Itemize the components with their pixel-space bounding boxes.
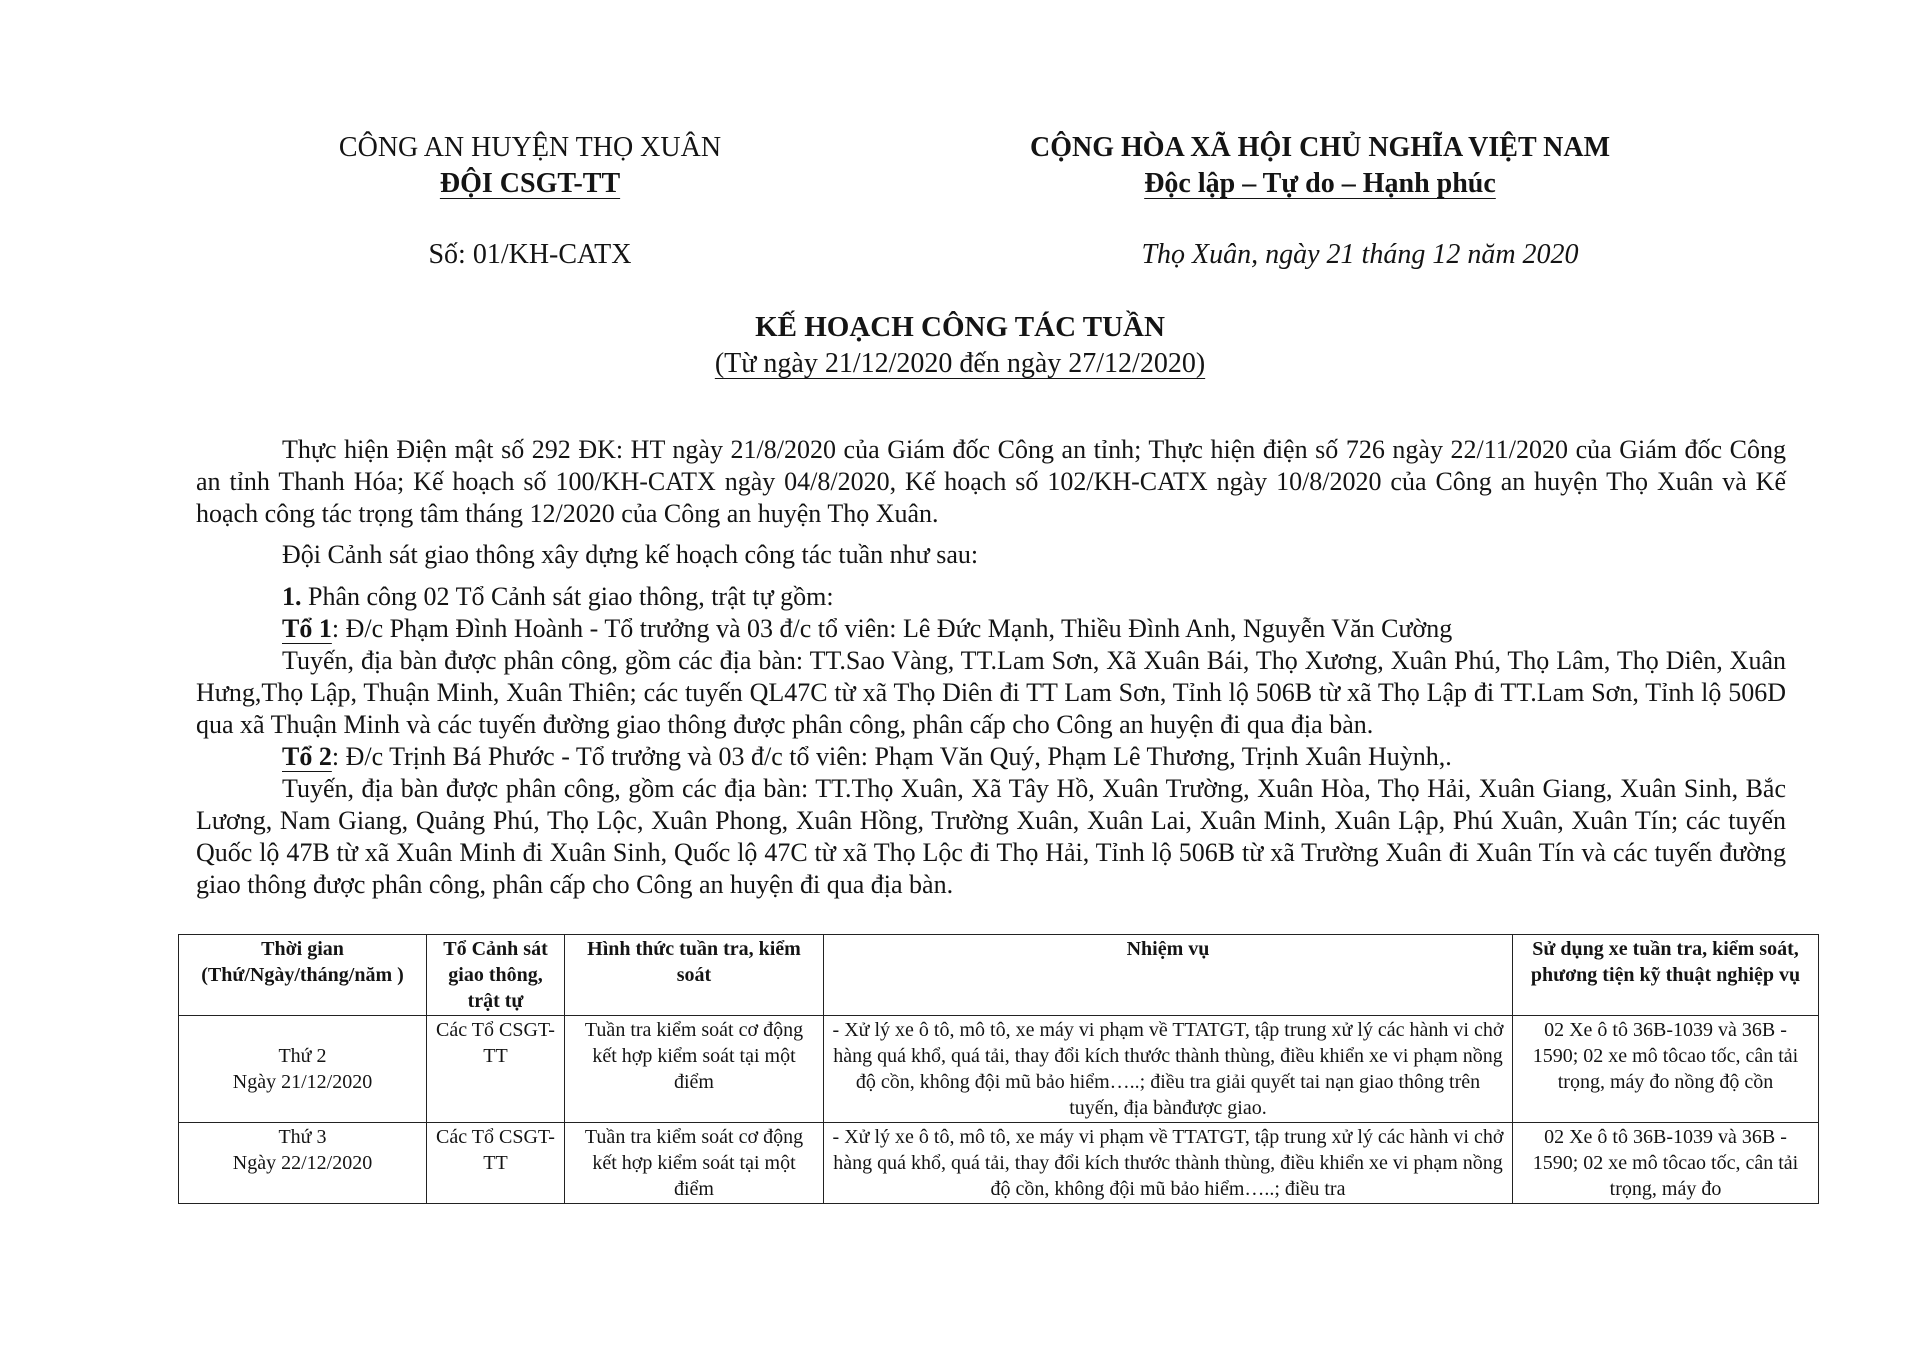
team-1-area: Tuyến, địa bàn được phân công, gồm các địa bàn: TT.Sao Vàng, TT.Lam Sơn, Xã Xuân Bái, Thọ Xương, Xuân Phú, Thọ Lâm, Thọ Diên, Xuân Hưng,Thọ Lập, Thuận Minh, Xuân Thiên; các tuyến QL47C từ xã Thọ Diên đi TT Lam Sơn, Tỉnh lộ 506B từ xã Thọ Lập đi TT.Lam Sơn, Tỉnh lộ 506D qua xã Thuận Minh và các tuyến đường giao thông được phân công, phân cấp cho Công an huyện đi qua địa bàn. bbox=[196, 646, 1786, 739]
cell-time: Thứ 2 Ngày 21/12/2020 bbox=[179, 1016, 427, 1123]
document-title-block bbox=[560, 308, 1360, 382]
cell-time: Thứ 3 Ngày 22/12/2020 bbox=[179, 1123, 427, 1204]
cell-patrol-form: Tuần tra kiểm soát cơ động kết hợp kiểm soát tại một điểm bbox=[565, 1016, 824, 1123]
place-date: Thọ Xuân, ngày 21 tháng 12 năm 2020 bbox=[1141, 239, 1579, 270]
table-row bbox=[179, 1016, 1819, 1123]
document-number: Số: 01/KH-CATX bbox=[428, 239, 632, 270]
col-header-vehicles: Sử dụng xe tuần tra, kiểm soát, phương tiện kỹ thuật nghiệp vụ bbox=[1513, 935, 1819, 1016]
national-motto: Độc lập – Tự do – Hạnh phúc bbox=[1144, 168, 1496, 199]
agency-name: CÔNG AN HUYỆN THỌ XUÂN bbox=[338, 132, 722, 163]
team-2-members: Tổ 2: Đ/c Trịnh Bá Phước - Tổ trưởng và 03 đ/c tổ viên: Phạm Văn Quý, Phạm Lê Thương, Trịnh Xuân Huỳnh,. bbox=[282, 742, 1452, 771]
col-header-task: Nhiệm vụ bbox=[824, 935, 1513, 1016]
plan-table-container bbox=[178, 934, 1819, 1204]
team-2-area: Tuyến, địa bàn được phân công, gồm các địa bàn: TT.Thọ Xuân, Xã Tây Hồ, Xuân Trường, Xuân Hòa, Thọ Hải, Xuân Giang, Xuân Sinh, Bắc Lương, Nam Giang, Quảng Phú, Thọ Lộc, Xuân Phong, Xuân Hồng, Trường Xuân, Xuân Lai, Xuân Minh, Xuân Lập, Phú Xuân, Xuân Tín; các tuyến Quốc lộ 47B từ xã Xuân Minh đi Xuân Sinh, Quốc lộ 47C từ xã Thọ Lộc đi Thọ Hải, Tỉnh lộ 506B từ xã Trường Xuân đi Xuân Tín và các tuyến đường giao thông được phân công, phân cấp cho Công an huyện đi qua địa bàn. bbox=[196, 774, 1786, 899]
header-left bbox=[280, 130, 780, 202]
cell-patrol-form: Tuần tra kiểm soát cơ động kết hợp kiểm soát tại một điểm bbox=[565, 1123, 824, 1204]
table-header-row bbox=[179, 935, 1819, 1016]
plan-table bbox=[178, 934, 1819, 1204]
cell-team: Các Tổ CSGT-TT bbox=[427, 1016, 565, 1123]
cell-vehicles: 02 Xe ô tô 36B-1039 và 36B - 1590; 02 xe mô tôcao tốc, cân tải trọng, máy đo bbox=[1513, 1123, 1819, 1204]
intro-paragraph: Thực hiện Điện mật số 292 ĐK: HT ngày 21/8/2020 của Giám đốc Công an tỉnh; Thực hiện điện số 726 ngày 22/11/2020 của Giám đốc Công an tỉnh Thanh Hóa; Kế hoạch số 100/KH-CATX ngày 04/8/2020, Kế hoạch số 102/KH-CATX ngày 10/8/2020 của Công an huyện Thọ Xuân và Kế hoạch công tác trọng tâm tháng 12/2020 của Công an huyện Thọ Xuân. bbox=[196, 435, 1786, 528]
section-1-heading: 1. Phân công 02 Tổ Cảnh sát giao thông, trật tự gồm: bbox=[282, 582, 834, 611]
cell-task: - Xử lý xe ô tô, mô tô, xe máy vi phạm về TTATGT, tập trung xử lý các hành vi chở hàng quá khổ, quá tải, thay đổi kích thước thành thùng, điều khiển xe vi phạm nồng độ cồn, không đội mũ bảo hiểm…..; điều tra bbox=[824, 1123, 1513, 1204]
plan-statement: Đội Cảnh sát giao thông xây dựng kế hoạch công tác tuần như sau: bbox=[282, 540, 979, 569]
header-right bbox=[960, 130, 1680, 202]
document-title: KẾ HOẠCH CÔNG TÁC TUẦN bbox=[755, 311, 1165, 343]
cell-task: - Xử lý xe ô tô, mô tô, xe máy vi phạm về TTATGT, tập trung xử lý các hành vi chở hàng quá khổ, quá tải, thay đổi kích thước thành thùng, điều khiển xe vi phạm nồng độ cồn, không đội mũ bảo hiểm…..; điều tra giải quyết tai nạn giao thông trên tuyến, địa bànđược giao. bbox=[824, 1016, 1513, 1123]
unit-name: ĐỘI CSGT-TT bbox=[439, 168, 621, 199]
date-range: (Từ ngày 21/12/2020 đến ngày 27/12/2020) bbox=[714, 348, 1206, 379]
country-name: CỘNG HÒA XÃ HỘI CHỦ NGHĨA VIỆT NAM bbox=[1029, 132, 1611, 163]
table-row bbox=[179, 1123, 1819, 1204]
cell-team: Các Tổ CSGT-TT bbox=[427, 1123, 565, 1204]
col-header-patrol-form: Hình thức tuần tra, kiểm soát bbox=[565, 935, 824, 1016]
team-1-members: Tổ 1: Đ/c Phạm Đình Hoành - Tổ trưởng và 03 đ/c tổ viên: Lê Đức Mạnh, Thiều Đình Anh, Nguyễn Văn Cường bbox=[282, 614, 1453, 643]
col-header-time: Thời gian (Thứ/Ngày/tháng/năm ) bbox=[179, 935, 427, 1016]
document-body bbox=[196, 434, 1786, 901]
col-header-team: Tổ Cảnh sát giao thông, trật tự bbox=[427, 935, 565, 1016]
cell-vehicles: 02 Xe ô tô 36B-1039 và 36B - 1590; 02 xe mô tôcao tốc, cân tải trọng, máy đo nồng độ cồn bbox=[1513, 1016, 1819, 1123]
